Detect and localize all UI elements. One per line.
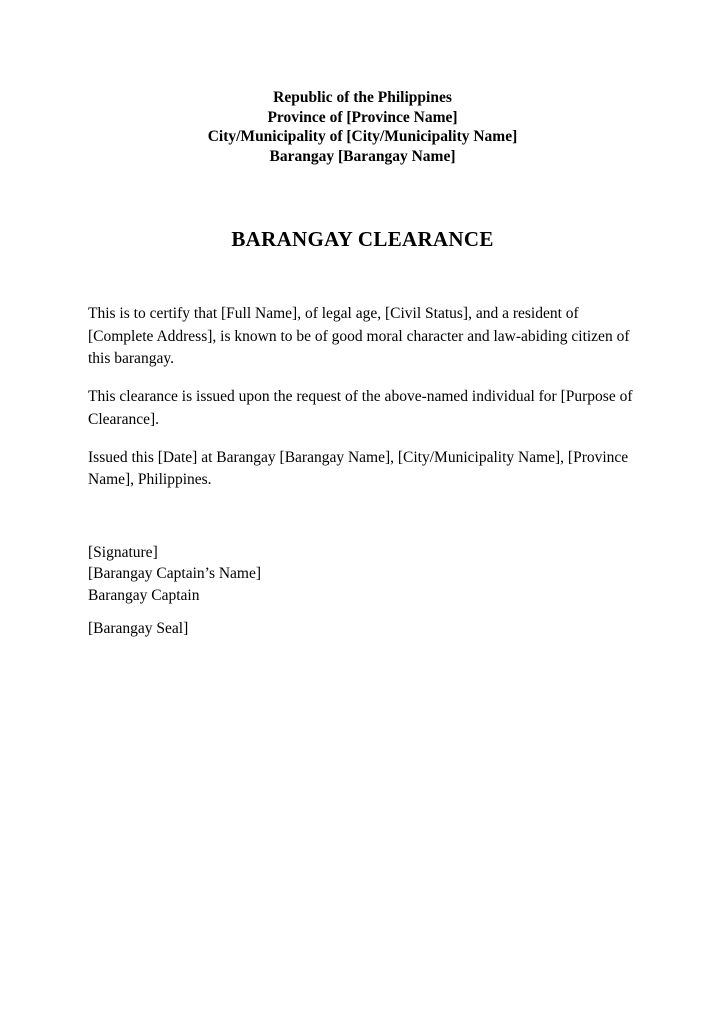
certification-paragraph: This is to certify that [Full Name], of legal age, [Civil Status], and a resident of [Complete Address], is known to be of good moral character and law-abiding citizen of this barangay. (88, 305, 630, 367)
letterhead-city-municipality-line: City/Municipality of [City/Municipality Name] (207, 128, 518, 145)
signature-block (88, 542, 637, 607)
letterhead (88, 88, 637, 166)
issuance-paragraph: Issued this [Date] at Barangay [Barangay Name], [City/Municipality Name], [Province Name], Philippines. (88, 448, 629, 488)
document-title: BARANGAY CLEARANCE (231, 227, 494, 251)
captain-name-placeholder: [Barangay Captain’s Name] (88, 565, 262, 582)
letterhead-barangay-line: Barangay [Barangay Name] (269, 147, 456, 165)
letterhead-province-line: Province of [Province Name] (267, 108, 458, 126)
purpose-paragraph: This clearance is issued upon the request of the above-named individual for [Purpose of Clearance]. (88, 388, 633, 428)
document-content (88, 0, 637, 640)
letterhead-republic-line: Republic of the Philippines (273, 89, 452, 106)
captain-title: Barangay Captain (88, 586, 200, 604)
signature-placeholder: [Signature] (88, 543, 158, 561)
seal-placeholder: [Barangay Seal] (88, 620, 189, 637)
